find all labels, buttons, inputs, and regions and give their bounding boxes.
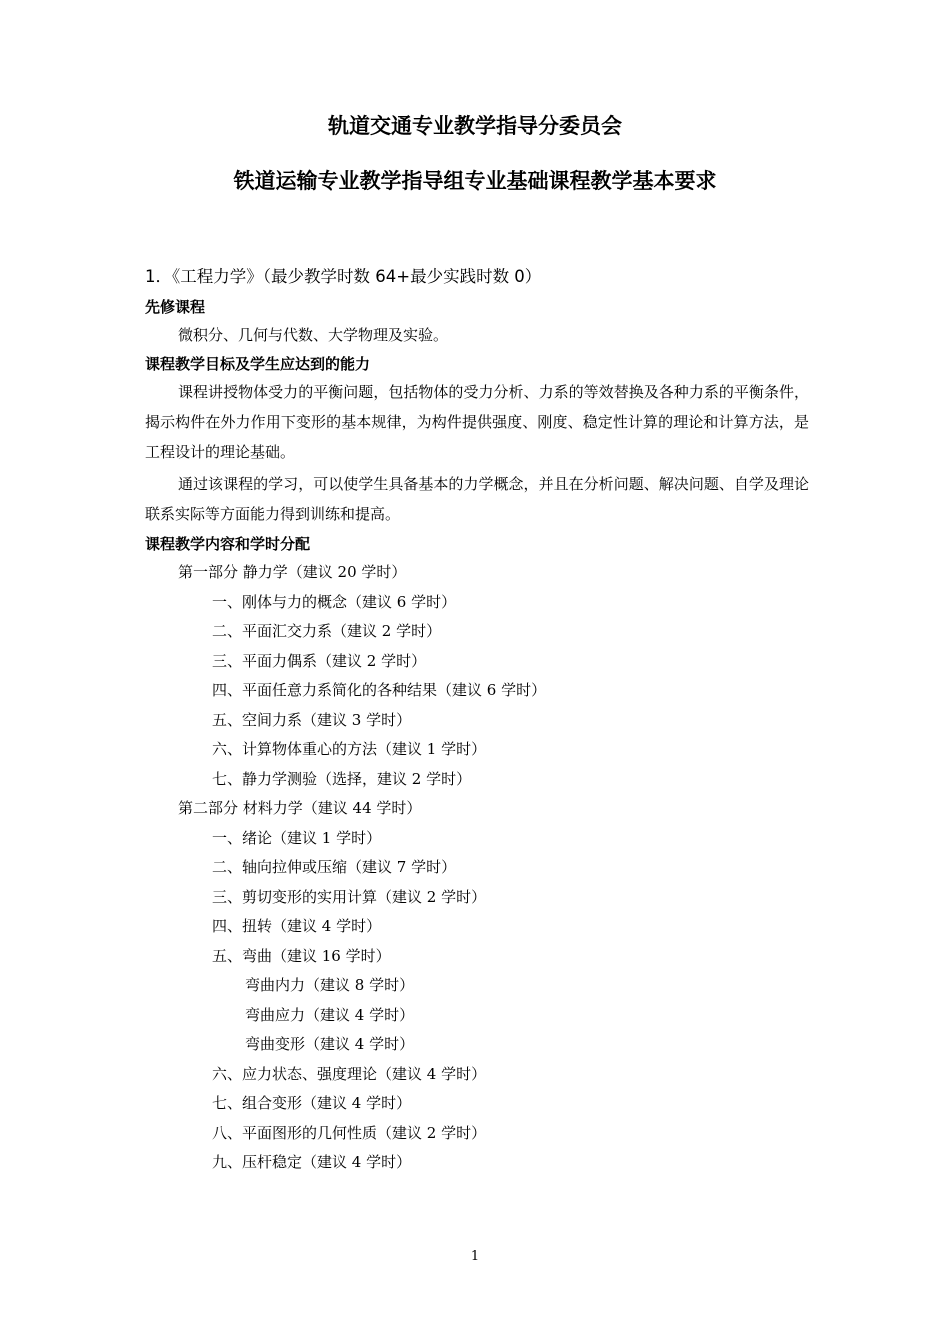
goals-paragraph-1: 课程讲授物体受力的平衡问题，包括物体的受力分析、力系的等效替换及各种力系的平衡条件，揭示构件在外力作用下变形的基本规律，为构件提供强度、刚度、稳定性计算的理论和计算方法，是工程设计的理论基础。	[145, 383, 809, 461]
outline-item: 九、压杆稳定（建议 4 学时）	[212, 1153, 412, 1171]
outline-item: 弯曲应力（建议 4 学时）	[245, 1005, 415, 1024]
outline-item: 五、弯曲（建议 16 学时）	[212, 946, 391, 965]
prereq-heading: 先修课程	[145, 298, 206, 316]
outline-item: 第一部分 静力学（建议 20 学时）	[178, 563, 407, 581]
outline-item: 七、组合变形（建议 4 学时）	[212, 1094, 412, 1112]
outline-item: 三、剪切变形的实用计算（建议 2 学时）	[212, 887, 487, 906]
content-heading: 课程教学内容和学时分配	[145, 535, 311, 553]
document-subtitle: 铁道运输专业教学指导组专业基础课程教学基本要求	[233, 169, 717, 193]
outline-item: 二、轴向拉伸或压缩（建议 7 学时）	[212, 858, 457, 876]
outline-item: 六、计算物体重心的方法（建议 1 学时）	[212, 740, 487, 758]
outline-item: 八、平面图形的几何性质（建议 2 学时）	[212, 1123, 487, 1142]
page-number: 1	[470, 1249, 480, 1264]
outline-item: 一、刚体与力的概念（建议 6 学时）	[212, 592, 457, 611]
outline-item: 四、扭转（建议 4 学时）	[212, 917, 382, 935]
goals-heading: 课程教学目标及学生应达到的能力	[145, 355, 371, 373]
outline-item: 四、平面任意力系简化的各种结果（建议 6 学时）	[212, 681, 547, 699]
outline-item: 七、静力学测验（选择，建议 2 学时）	[212, 769, 472, 788]
document-title: 轨道交通专业教学指导分委员会	[328, 114, 622, 138]
outline-item: 五、空间力系（建议 3 学时）	[212, 710, 412, 729]
outline-item: 一、绪论（建议 1 学时）	[212, 828, 382, 847]
prereq-text: 微积分、几何与代数、大学物理及实验。	[178, 326, 449, 344]
course-title: 1．《工程力学》（最少教学时数 64+最少实践时数 0）	[145, 267, 542, 286]
outline-item: 弯曲内力（建议 8 学时）	[245, 976, 415, 994]
goals-paragraph-2: 通过该课程的学习，可以使学生具备基本的力学概念，并且在分析问题、解决问题、自学及理论联系实际等方面能力得到训练和提高。	[145, 475, 809, 523]
outline-item: 三、平面力偶系（建议 2 学时）	[212, 651, 427, 670]
outline-item: 弯曲变形（建议 4 学时）	[245, 1035, 415, 1053]
outline-item: 六、应力状态、强度理论（建议 4 学时）	[212, 1064, 487, 1083]
outline-item: 第二部分 材料力学（建议 44 学时）	[178, 799, 422, 817]
outline-item: 二、平面汇交力系（建议 2 学时）	[212, 622, 442, 640]
